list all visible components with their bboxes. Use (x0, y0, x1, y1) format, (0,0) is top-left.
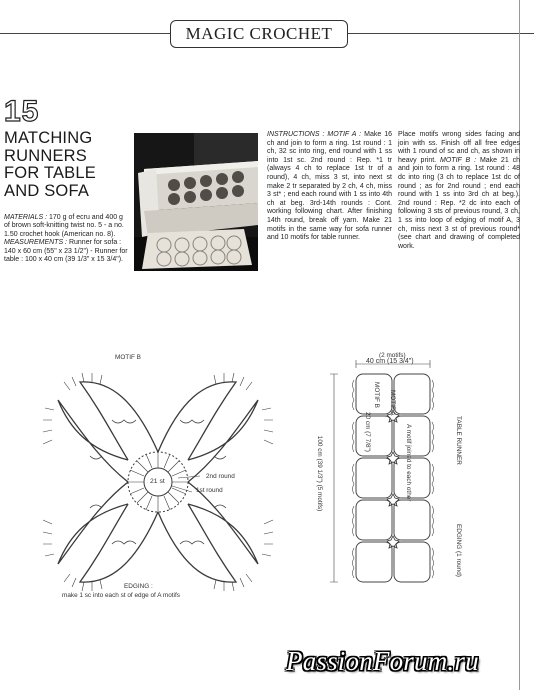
sofa-photo (134, 133, 258, 271)
pattern-title (4, 130, 124, 200)
edging-label: EDGING : (124, 583, 153, 590)
motif-b-title: MOTIF B (115, 354, 141, 361)
title-line: RUNNERS (4, 146, 87, 165)
pattern-number: 15 (4, 95, 40, 128)
materials-label: MATERIALS : (4, 214, 48, 221)
materials-text: 170 g of ecru and 400 g of brown soft-knitting twist no. 5 - a no. 1.50 crochet hook (American no. 8). (4, 214, 124, 238)
measurements-text: Runner for sofa : 140 x 60 cm (55" x 23 1/2") - Runner for table : 100 x 40 cm (39 1/3" x 15 3/4"). (4, 239, 128, 264)
edging-note: make 1 sc into each st of edge of A motifs (62, 592, 180, 599)
runner-width-label: 40 cm (15 3/4") (366, 358, 414, 365)
magazine-header (170, 20, 348, 48)
header-rule-left (0, 33, 170, 34)
measurements-label: MEASUREMENTS : (4, 239, 68, 247)
motif-b-size-label: 20 cm (7 7/8") (364, 412, 371, 452)
motifs-count-label: (2 motifs) (379, 352, 406, 359)
instructions-text: Make 16 ch and join to form a ring. 1st round : 1 ch, 32 sc into ring, end round with 1 ss into 1st sc. 2nd round : Rep. *1 tr (always 4 ch to replace 1st tr of a round), 4 ch, miss 3 st, into next st make 2 tr separated by 2 ch, 4 ch, miss 3 st* ; end each round with 1 ss into 4th ch at beg. 3rd-14th rounds : Cont. working following chart. After finishing 14th round, break off yarn. Make 21 motifs in the same way for sofa runner and 10 motifs for table runner. (267, 131, 392, 242)
motif-b-label: MOTIF B : (440, 156, 477, 164)
materials-block (4, 214, 128, 264)
page-margin-line (519, 0, 520, 690)
second-round-label: 2nd round (206, 473, 235, 480)
motif-b-center-label: 21 st (150, 478, 165, 485)
instructions-column-2 (398, 131, 520, 251)
magazine-title: MAGIC CROCHET (185, 24, 333, 43)
title-line: AND SOFA (4, 181, 90, 200)
motifs-joined-label: A motif joined to each other (405, 424, 412, 502)
runner-length-label: 100 cm (39 1/3") (5 motifs) (316, 435, 324, 512)
motif-b-diagram-label: MOTIF B (373, 382, 380, 408)
instructions-label: INSTRUCTIONS : MOTIF A : (267, 131, 362, 138)
header-rule-right (348, 33, 534, 34)
sofa-photo-image (134, 133, 258, 271)
first-round-label: 1st round (196, 487, 223, 494)
motif-b-text: Make 21 ch and join to form a ring. 1st round : 48 dc into ring (3 ch to replace 1st dc of round ; as for 2nd round ; end each round with 1 ss into 3rd ch at beg.). 2nd round : Rep. *2 dc into each of following 3 sts of previous round, 3 ch, 1 ss into loop of edging of motif A, 3 ch, miss next 3 st of previous round* (see chart and drawing of completed work. (398, 156, 520, 250)
instructions-join-text: Place motifs wrong sides facing and join with ss. Finish off all free edges with 1 round of sc and ch, as shown in heavy print. (398, 131, 520, 164)
instructions-column-1 (267, 131, 392, 243)
title-line: MATCHING (4, 129, 93, 147)
title-line: FOR TABLE (4, 164, 96, 182)
runner-edging-label: EDGING (1 round) (455, 524, 462, 577)
site-watermark: PassionForum.ru (286, 646, 479, 676)
table-runner-label: TABLE RUNNER (455, 416, 462, 465)
motif-a-label: MOTIF A (389, 390, 396, 416)
